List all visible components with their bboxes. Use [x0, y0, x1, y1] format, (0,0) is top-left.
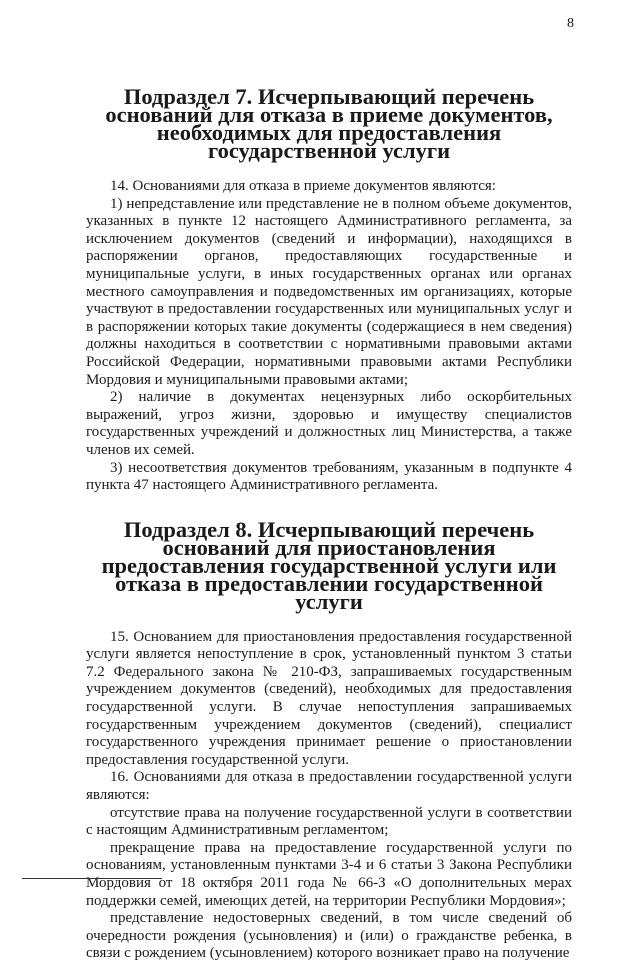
section-7-body [86, 178, 572, 495]
paragraph-16-ground-3: представление недостоверных сведений, в том числе сведений об очередности рождения (усыновления) и (или) о гражданстве ребенка, в связи с рождением (усыновлением) которого возникает право на получение [86, 910, 572, 962]
paragraph-14-item-3: 3) несоответствия документов требованиям, указанным в подпункте 4 пункта 47 настоящего Административного регламента. [86, 459, 572, 494]
paragraph-16-ground-2: прекращение права на предоставление государственной услуги по основаниям, установленным пунктами 3-4 и 6 статьи 3 Закона Республики Мордовия от 18 октября 2011 года № 66-З «О дополнительных мерах поддержки семей, имеющих детей, на территории Республики Мордовия»; [86, 839, 572, 909]
document-body [86, 84, 572, 963]
paragraph-16-ground-1: отсутствие права на получение государственной услуги в соответствии с настоящим Административным регламентом; [86, 804, 572, 839]
section-7-title: Подраздел 7. Исчерпывающий перечень оснований для отказа в приеме документов, необходимых для предоставления государственной услуги [105, 84, 553, 163]
section-8-title: Подраздел 8. Исчерпывающий перечень оснований для приостановления предоставления государственной услуги или отказа в предоставлении государственной услуги [101, 516, 557, 614]
section-8-body [86, 629, 572, 963]
paragraph-14-item-1: 1) непредставление или представление не в полном объеме документов, указанных в пункте 12 настоящего Административного регламента, за исключением документов (сведений и информации), находящихся в распоряжении органов, предоставляющих государственные и муниципальные услуги, в иных государственных органах или органах местного самоуправления и подведомственных им организациях, которые участвуют в предоставлении государственных или муниципальных услуг и в распоряжении которых такие документы (содержащиеся в нем сведения) должны находиться в соответствии с нормативными правовыми актами Российской Федерации, нормативными правовыми актами Республики Мордовия и муниципальными правовыми актами; [86, 195, 572, 388]
footer-divider [22, 878, 162, 879]
paragraph-14-item-2: 2) наличие в документах нецензурных либо оскорбительных выражений, угроз жизни, здоровью и имуществу специалистов государственных учреждений и должностных лиц Министерства, а также членов их семей. [86, 389, 572, 458]
paragraph-15: 15. Основанием для приостановления предоставления государственной услуги является непоступление в срок, установленный пунктом 3 статьи 7.2 Федерального закона № 210-ФЗ, запрашиваемых государственным учреждением документов (сведений), необходимых для предоставления государственной услуги. В случае непоступления запрашиваемых государственным учреждением документов (сведений), специалист государственного учреждения принимает решение о приостановлении предоставления государственной услуги. [86, 628, 572, 768]
page-number: 8 [567, 16, 574, 31]
paragraph-14: 14. Основаниями для отказа в приеме документов являются: [110, 178, 496, 194]
paragraph-16: 16. Основаниями для отказа в предоставлении государственной услуги являются: [86, 769, 572, 804]
